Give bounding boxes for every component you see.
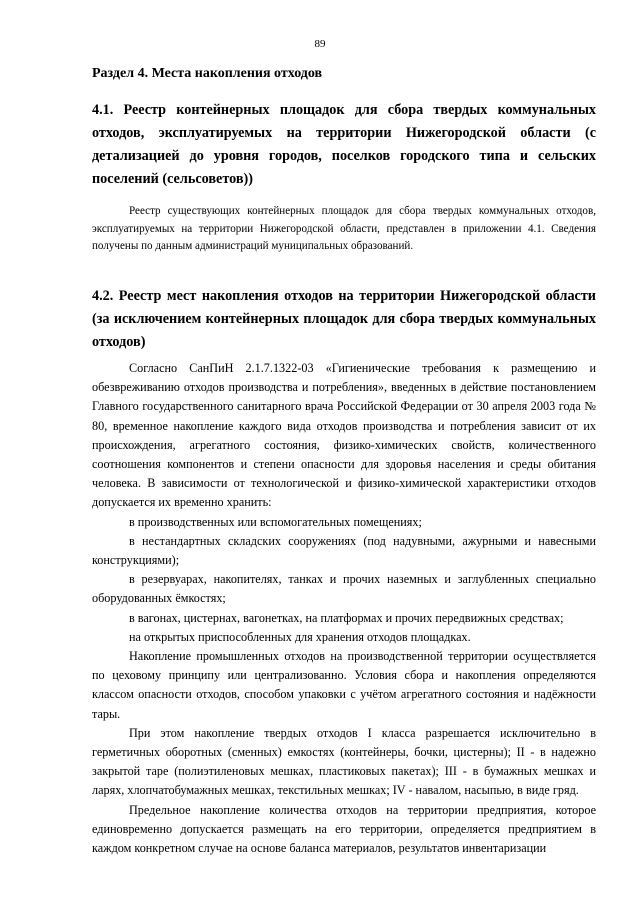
list-item: в резервуарах, накопителях, танках и прочих наземных и заглубленных специально оборудованных ёмкостях; <box>92 572 596 606</box>
subsection-4-1-paragraph: Реестр существующих контейнерных площадок для сбора твердых коммунальных отходов, эксплуатируемых на территории Нижегородской области, представлен в приложении 4.1. Сведения получены по данным администраций муниципальных образований. <box>92 205 596 253</box>
subsection-4-2-title: 4.2. Реестр мест накопления отходов на территории Нижегородской области (за исключением контейнерных площадок для сбора твердых коммунальных отходов) <box>92 288 596 350</box>
subsection-4-1-body <box>92 203 596 256</box>
section-title: Раздел 4. Места накопления отходов <box>92 66 323 81</box>
subsection-4-1 <box>92 99 596 191</box>
subsection-4-1-title: 4.1. Реестр контейнерных площадок для сбора твердых коммунальных отходов, эксплуатируемых на территории Нижегородской области (с детализацией до уровня городов, поселков городского типа и сельских поселений (сельсоветов)) <box>92 102 596 187</box>
paragraph-1: Согласно СанПиН 2.1.7.1322-03 «Гигиенические требования к размещению и обезвреживанию отходов производства и потребления», введенных в действие постановлением Главного государственного санитарного врача Российской Федерации от 30 апреля 2003 года № 80, временное накопление каждого вида отходов производства и потребления зависит от их происхождения, агрегатного состояния, физико-химических свойств, количественного соотношения компонентов и степени опасности для здоровья населения и среды обитания человека. В зависимости от технологической и физико-химической характеристики отходов допускается их временно хранить: <box>92 361 596 510</box>
paragraph-4: Предельное накопление количества отходов на территории предприятия, которое единовременно допускается размещать на его территории, определяется предприятием в каждом конкретном случае на основе баланса материалов, результатов инвентаризации <box>92 802 596 856</box>
subsection-4-2-body <box>92 359 596 858</box>
page-number: 89 <box>314 38 326 50</box>
list-item: в производственных или вспомогательных помещениях; <box>129 514 422 529</box>
list-item: в нестандартных складских сооружениях (под надувными, ажурными и навесными конструкциями); <box>92 533 596 568</box>
subsection-4-2 <box>92 285 596 354</box>
paragraph-3: При этом накопление твердых отходов I класса разрешается исключительно в герметичных оборотных (сменных) емкостях (контейнеры, бочки, цистерны); II - в надежно закрытой таре (полиэтиленовых мешках, пластиковых пакетах); III - в бумажных мешках и ларях, хлопчатобумажных мешках, текстильных мешках; IV - навалом, насыпью, в виде гряд. <box>92 725 596 798</box>
paragraph-2: Накопление промышленных отходов на производственной территории осуществляется по цеховому принципу или централизованно. Условия сбора и накопления определяются классом опасности отходов, способом упаковки с учётом агрегатного состояния и надёжности тары. <box>92 649 596 721</box>
list-item: на открытых приспособленных для хранения отходов площадках. <box>129 629 471 644</box>
list-item: в вагонах, цистернах, вагонетках, на платформах и прочих передвижных средствах; <box>129 610 564 625</box>
